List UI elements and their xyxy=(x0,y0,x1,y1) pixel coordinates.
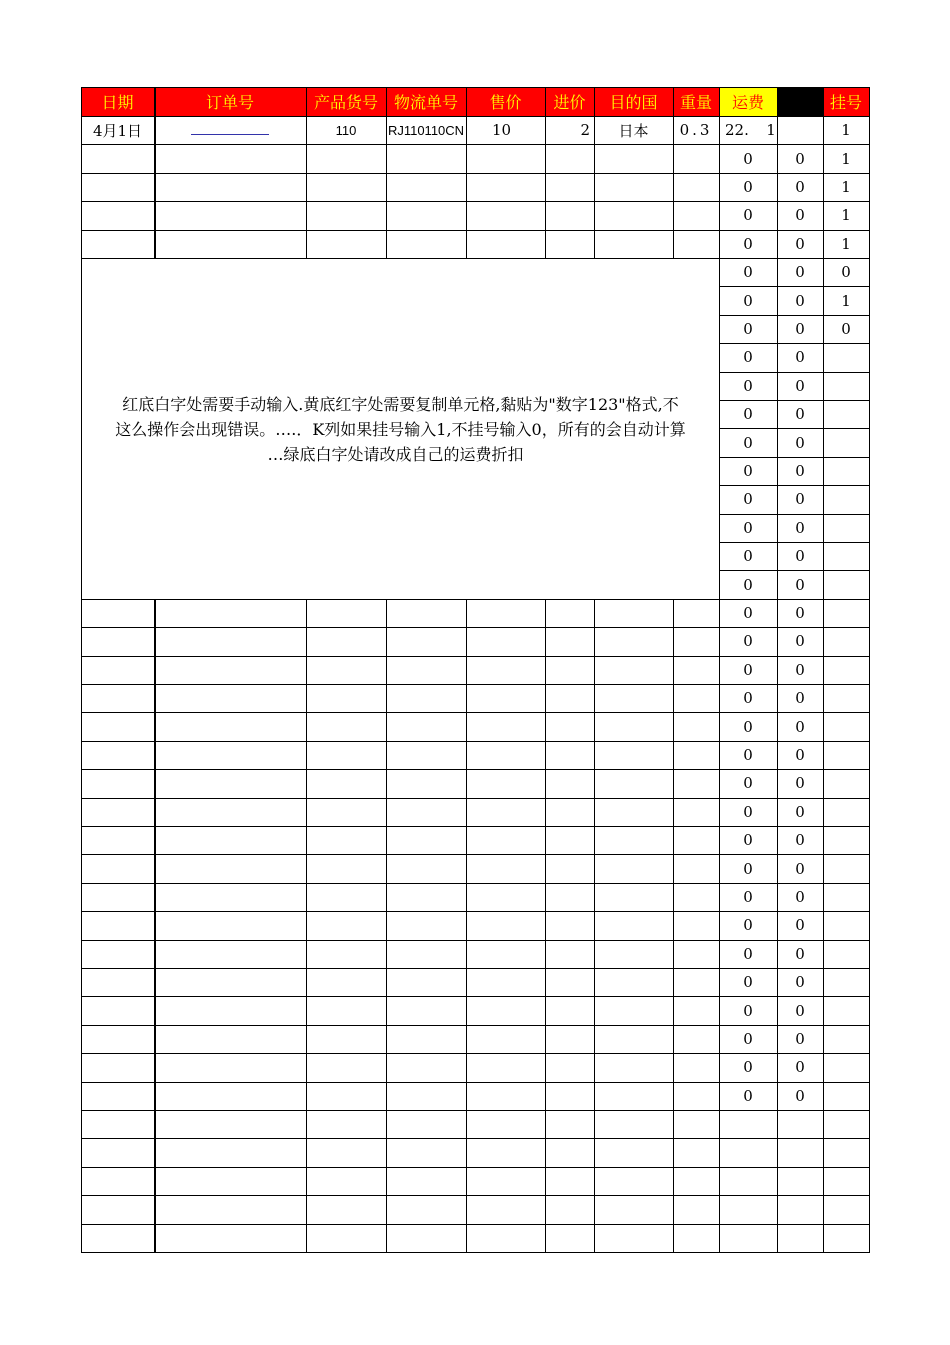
freight-cell[interactable]: 0 xyxy=(743,206,753,225)
freight-cell[interactable]: 0 xyxy=(743,291,753,310)
country-cell[interactable]: 日本 xyxy=(618,121,649,140)
registered-cell[interactable] xyxy=(823,656,869,684)
instruction-line: 红底白字处需要手动输入.黄底红字处需要复制单元格,黏贴为"数字123"格式,不 xyxy=(122,394,679,414)
grid-row-line xyxy=(81,1167,870,1168)
registered-cell[interactable] xyxy=(823,1082,869,1110)
profit-cell[interactable]: 0 xyxy=(795,461,805,480)
profit-cell[interactable]: 0 xyxy=(795,1086,805,1105)
grid-col-line xyxy=(777,87,778,1252)
grid-row-line xyxy=(81,940,870,941)
profit-cell[interactable] xyxy=(777,1167,823,1195)
freight-cell[interactable] xyxy=(719,1110,777,1138)
profit-cell[interactable]: 0 xyxy=(795,518,805,537)
freight-cell[interactable]: 0 xyxy=(743,405,753,424)
freight-cell[interactable]: 0 xyxy=(743,490,753,509)
registered-cell[interactable]: 1 xyxy=(841,234,851,253)
profit-cell[interactable]: 0 xyxy=(795,547,805,566)
registered-cell[interactable] xyxy=(823,485,869,513)
freight-cell[interactable]: 0 xyxy=(743,149,753,168)
registered-cell[interactable] xyxy=(823,826,869,854)
grid-row-line xyxy=(81,1252,870,1253)
product-number-cell[interactable]: 110 xyxy=(335,122,357,138)
order-number-link[interactable] xyxy=(191,124,269,135)
freight-cell[interactable]: 0 xyxy=(743,575,753,594)
registered-cell[interactable] xyxy=(823,599,869,627)
grid-row-line xyxy=(81,996,870,997)
grid-row-line xyxy=(81,769,870,770)
profit-cell[interactable]: 0 xyxy=(795,1058,805,1077)
grid-row-line xyxy=(81,854,870,855)
freight-cell[interactable]: 0 xyxy=(743,916,753,935)
profit-cell[interactable]: 0 xyxy=(795,802,805,821)
registered-cell[interactable] xyxy=(823,457,869,485)
profit-cell[interactable]: 0 xyxy=(795,887,805,906)
registered-cell[interactable] xyxy=(823,1195,869,1223)
registered-cell[interactable]: 0 xyxy=(841,319,851,338)
header-cell[interactable] xyxy=(777,87,823,116)
cost-cell[interactable]: 2 xyxy=(580,121,590,140)
freight-cell[interactable]: 0 xyxy=(743,859,753,878)
profit-cell[interactable]: 0 xyxy=(795,973,805,992)
freight-cell[interactable]: 0 xyxy=(743,944,753,963)
profit-cell[interactable]: 0 xyxy=(795,689,805,708)
price-cell[interactable]: 10 xyxy=(492,121,512,140)
registered-cell[interactable] xyxy=(823,1025,869,1053)
profit-cell[interactable]: 0 xyxy=(795,490,805,509)
freight-cell[interactable]: 0 xyxy=(743,348,753,367)
grid-row-line xyxy=(81,1138,870,1139)
grid-row-line xyxy=(81,1110,870,1111)
grid-row-line xyxy=(81,1082,870,1083)
header-cell[interactable]: 运费 xyxy=(719,87,777,116)
freight-cell[interactable]: 0 xyxy=(743,518,753,537)
instruction-line: …绿底白字处请改成自己的运费折扣 xyxy=(267,444,524,464)
profit-cell[interactable]: 0 xyxy=(795,660,805,679)
grid-row-line xyxy=(81,656,870,657)
freight-cell[interactable]: 0 xyxy=(743,177,753,196)
freight-cell[interactable] xyxy=(719,1167,777,1195)
registered-cell[interactable] xyxy=(823,372,869,400)
profit-cell[interactable] xyxy=(777,1138,823,1166)
registered-cell[interactable] xyxy=(823,940,869,968)
registered-cell[interactable] xyxy=(823,911,869,939)
registered-cell[interactable] xyxy=(823,1110,869,1138)
header-cell[interactable]: 产品货号 xyxy=(306,87,386,116)
date-cell[interactable]: 4月1日 xyxy=(92,121,143,140)
profit-cell[interactable] xyxy=(777,1224,823,1252)
freight-cell[interactable]: 0 xyxy=(743,461,753,480)
header-cell[interactable]: 挂号 xyxy=(823,87,869,116)
grid-col-line xyxy=(869,87,870,1252)
profit-cell[interactable]: 0 xyxy=(795,234,805,253)
grid-row-line xyxy=(81,712,870,713)
freight-cell[interactable]: 0 xyxy=(743,319,753,338)
profit-cell[interactable]: 0 xyxy=(795,433,805,452)
freight-cell[interactable]: 0 xyxy=(743,1058,753,1077)
grid-row-line xyxy=(81,599,870,600)
registered-cell[interactable] xyxy=(823,570,869,598)
registered-cell[interactable] xyxy=(823,769,869,797)
freight-cell[interactable]: 0 xyxy=(743,547,753,566)
registered-cell[interactable] xyxy=(823,627,869,655)
grid-row-line xyxy=(81,87,870,88)
freight-overflow-cell: 1 xyxy=(766,121,776,140)
grid-row-line xyxy=(81,883,870,884)
instruction-note xyxy=(82,259,719,599)
registered-cell[interactable]: 1 xyxy=(841,149,851,168)
profit-cell[interactable]: 0 xyxy=(795,177,805,196)
header-cell[interactable]: 售价 xyxy=(466,87,545,116)
profit-cell[interactable]: 0 xyxy=(795,263,805,282)
grid-row-line xyxy=(81,627,870,628)
grid-row-line xyxy=(81,230,870,231)
freight-cell[interactable]: 22. xyxy=(725,121,749,140)
header-cell[interactable]: 目的国 xyxy=(594,87,673,116)
registered-cell[interactable] xyxy=(823,854,869,882)
freight-cell[interactable]: 0 xyxy=(743,263,753,282)
registered-cell[interactable] xyxy=(823,684,869,712)
registered-cell[interactable] xyxy=(823,968,869,996)
registered-cell[interactable] xyxy=(823,741,869,769)
grid-row-line xyxy=(81,1025,870,1026)
freight-cell[interactable]: 0 xyxy=(743,745,753,764)
header-cell[interactable]: 进价 xyxy=(545,87,594,116)
header-cell[interactable]: 日期 xyxy=(81,87,154,116)
registered-cell[interactable] xyxy=(823,542,869,570)
freight-cell[interactable]: 0 xyxy=(743,887,753,906)
profit-cell[interactable]: 0 xyxy=(795,575,805,594)
grid-row-line xyxy=(81,1195,870,1196)
freight-cell[interactable]: 0 xyxy=(743,1029,753,1048)
profit-cell[interactable]: 0 xyxy=(795,632,805,651)
profit-cell[interactable]: 0 xyxy=(795,745,805,764)
registered-cell[interactable] xyxy=(823,343,869,371)
freight-cell[interactable] xyxy=(719,1224,777,1252)
freight-cell[interactable] xyxy=(719,1138,777,1166)
registered-cell[interactable] xyxy=(823,1053,869,1081)
weight-cell[interactable]: 0.3 xyxy=(679,121,713,140)
grid-row-line xyxy=(81,741,870,742)
freight-cell[interactable]: 0 xyxy=(743,973,753,992)
freight-cell[interactable]: 0 xyxy=(743,1001,753,1020)
profit-cell[interactable]: 0 xyxy=(795,1001,805,1020)
profit-cell[interactable]: 0 xyxy=(795,1029,805,1048)
profit-cell[interactable]: 0 xyxy=(795,291,805,310)
profit-cell[interactable]: 0 xyxy=(795,376,805,395)
freight-cell[interactable]: 0 xyxy=(743,1086,753,1105)
freight-cell[interactable]: 0 xyxy=(743,632,753,651)
grid-row-line xyxy=(81,684,870,685)
registered-cell[interactable]: 0 xyxy=(841,263,851,282)
registered-cell[interactable] xyxy=(823,1224,869,1252)
registered-cell[interactable] xyxy=(823,996,869,1024)
registered-cell[interactable]: 1 xyxy=(841,121,851,140)
registered-cell[interactable] xyxy=(823,712,869,740)
profit-cell[interactable]: 0 xyxy=(795,319,805,338)
freight-cell[interactable]: 0 xyxy=(743,376,753,395)
profit-cell[interactable]: 0 xyxy=(795,944,805,963)
registered-cell[interactable] xyxy=(823,428,869,456)
freight-cell[interactable]: 0 xyxy=(743,774,753,793)
profit-cell[interactable]: 0 xyxy=(795,717,805,736)
registered-cell[interactable] xyxy=(823,883,869,911)
grid-row-line xyxy=(81,1224,870,1225)
grid-row-line xyxy=(81,201,870,202)
grid-row-line xyxy=(81,911,870,912)
profit-cell[interactable]: 0 xyxy=(795,206,805,225)
grid-row-line xyxy=(81,798,870,799)
profit-cell[interactable]: 0 xyxy=(795,405,805,424)
profit-cell[interactable]: 0 xyxy=(795,603,805,622)
grid-row-line xyxy=(81,173,870,174)
freight-cell[interactable]: 0 xyxy=(743,603,753,622)
registered-cell[interactable] xyxy=(823,798,869,826)
profit-cell[interactable] xyxy=(777,1195,823,1223)
freight-cell[interactable]: 0 xyxy=(743,660,753,679)
instruction-line: 这么操作会出现错误。….．K列如果挂号输入1,不挂号输入0，所有的会自动计算 xyxy=(115,419,686,439)
profit-cell[interactable]: 0 xyxy=(795,916,805,935)
freight-cell[interactable]: 0 xyxy=(743,433,753,452)
grid-row-line xyxy=(81,144,870,145)
freight-cell[interactable]: 0 xyxy=(743,234,753,253)
header-cell[interactable]: 物流单号 xyxy=(386,87,466,116)
profit-cell[interactable]: 0 xyxy=(795,859,805,878)
registered-cell[interactable] xyxy=(823,400,869,428)
profit-cell[interactable]: 0 xyxy=(795,149,805,168)
grid-row-line xyxy=(81,116,870,117)
registered-cell[interactable]: 1 xyxy=(841,291,851,310)
profit-cell[interactable]: 0 xyxy=(795,831,805,850)
header-cell[interactable]: 重量 xyxy=(673,87,719,116)
order-number-cell[interactable] xyxy=(154,116,306,144)
registered-cell[interactable] xyxy=(823,514,869,542)
grid-row-line xyxy=(81,826,870,827)
tracking-number-cell[interactable]: RJ110110CN xyxy=(387,122,465,138)
profit-cell[interactable] xyxy=(777,1110,823,1138)
freight-cell[interactable] xyxy=(719,1195,777,1223)
registered-cell[interactable]: 1 xyxy=(841,177,851,196)
freight-cell[interactable]: 0 xyxy=(743,831,753,850)
profit-cell[interactable]: 0 xyxy=(795,774,805,793)
freight-cell[interactable]: 0 xyxy=(743,717,753,736)
profit-cell[interactable]: 0 xyxy=(795,348,805,367)
freight-cell[interactable]: 0 xyxy=(743,802,753,821)
freight-cell[interactable]: 0 xyxy=(743,689,753,708)
grid-row-line xyxy=(81,1053,870,1054)
registered-cell[interactable] xyxy=(823,1167,869,1195)
registered-cell[interactable]: 1 xyxy=(841,206,851,225)
header-cell[interactable]: 订单号 xyxy=(154,87,306,116)
registered-cell[interactable] xyxy=(823,1138,869,1166)
grid-col-line xyxy=(823,87,824,1252)
grid-row-line xyxy=(81,968,870,969)
grid-col-line xyxy=(719,87,720,1252)
